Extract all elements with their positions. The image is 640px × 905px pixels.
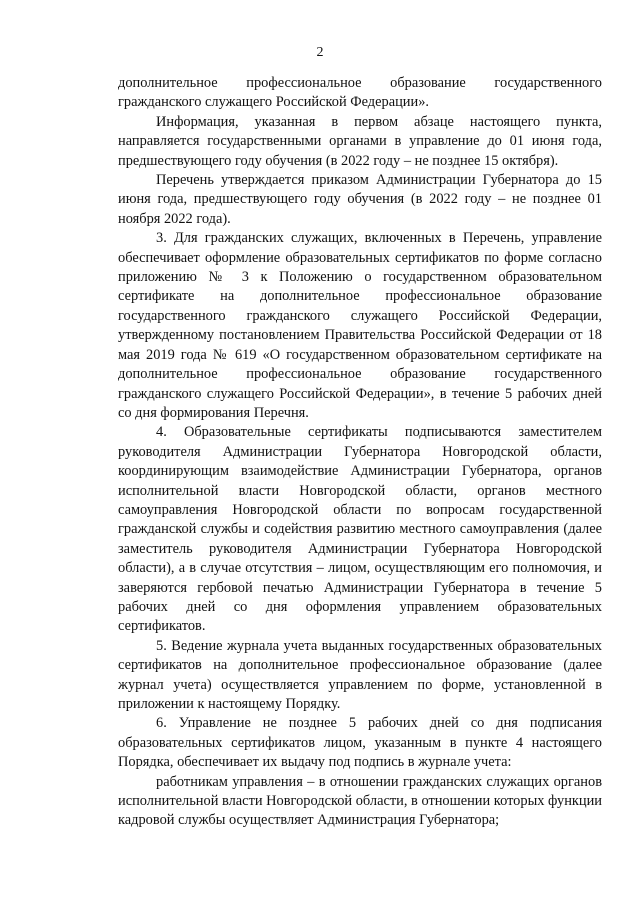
page-number: 2 bbox=[316, 45, 324, 60]
paragraph-list-approval: Перечень утверждается приказом Администрации Губернатора до 15 июня года, предшествующего году обучения (в 2022 году – не позднее 01 ноября 2022 года). bbox=[118, 172, 602, 227]
paragraph-item-4: 4. Образовательные сертификаты подписываются заместителем руководителя Администрации Губернатора Новгородской области, координирующим взаимодействие Администрации Губернатора, органов исполнительной власти Новгородской области, органов местного самоуправления Новгородской области по вопросам государственной гражданской службы и содействия развитию местного самоуправления (далее заместитель руководителя Администрации Губернатора Новгородской области), а в случае отсутствия – лицом, осуществляющим его полномочия, и заверяются гербовой печатью Администрации Губернатора в течение 5 рабочих дней со дня оформления управлением образовательных сертификатов. bbox=[118, 424, 602, 635]
paragraph-item-3: 3. Для гражданских служащих, включенных в Перечень, управление обеспечивает оформление образовательных сертификатов по форме согласно приложению № 3 к Положению о государственном образовательном сертификате на дополнительное профессиональное образование государственного гражданского служащего Российской Федерации, утвержденному постановлением Правительства Российской Федерации от 18 мая 2019 года № 619 «О государственном образовательном сертификате на дополнительное профессиональное образование государственного гражданского служащего Российской Федерации», в течение 5 рабочих дней со дня формирования Перечня. bbox=[118, 230, 602, 421]
document-body bbox=[118, 74, 602, 831]
paragraph-item-5: 5. Ведение журнала учета выданных государственных образовательных сертификатов на дополнительное профессиональное образование (далее журнал учета) осуществляется управлением по форме, установленной в приложении к настоящему Порядку. bbox=[118, 637, 602, 712]
paragraph-information: Информация, указанная в первом абзаце настоящего пункта, направляется государственными органами в управление до 01 июня года, предшествующего году обучения (в 2022 году – не позднее 15 октября). bbox=[118, 113, 602, 169]
paragraph-item-6: 6. Управление не позднее 5 рабочих дней со дня подписания образовательных сертификатов лицом, указанным в пункте 4 настоящего Порядка, обеспечивает их выдачу под подпись в журнале учета: bbox=[118, 715, 602, 771]
paragraph-continuation: дополнительное профессиональное образование государственного гражданского служащего Российской Федерации». bbox=[118, 75, 602, 111]
paragraph-item-6-subitem: работникам управления – в отношении гражданских служащих органов исполнительной власти Новгородской области, в отношении которых функции кадровой службы осуществляет Администрация Губернатора; bbox=[118, 773, 602, 829]
